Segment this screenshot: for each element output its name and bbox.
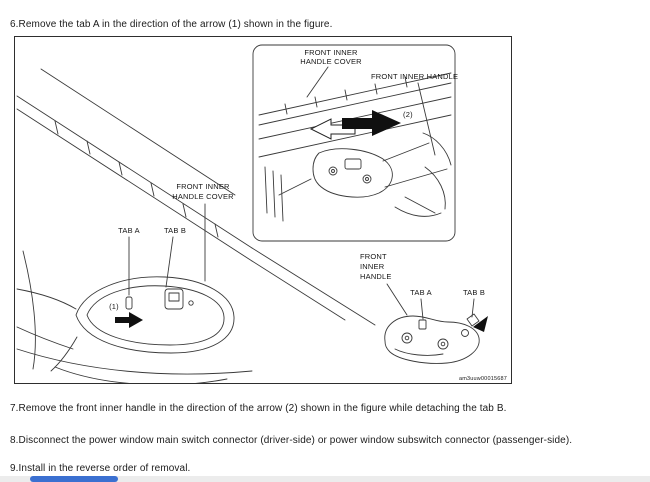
detail-tab-b-label: TAB B <box>462 288 486 297</box>
figure-diagram <box>15 37 511 383</box>
tab-a-slot <box>126 297 132 309</box>
main-tab-b-label: TAB B <box>163 226 187 235</box>
tab-b-latch <box>165 289 193 309</box>
figure-watermark: am3uuw00015687 <box>458 376 507 382</box>
inset-cover-label-line1: FRONT INNER <box>304 48 358 57</box>
step-9-text: 9.Install in the reverse order of removal. <box>10 463 191 474</box>
detail-tab-a-label: TAB A <box>410 288 432 297</box>
inset-cover-label-line2: HANDLE COVER <box>300 57 362 66</box>
arrow-2-label: (2) <box>403 110 413 119</box>
step-7-text: 7.Remove the front inner handle in the direction of the arrow (2) shown in the figure while detaching the tab B. <box>10 403 507 414</box>
scrollbar-thumb[interactable] <box>30 476 118 482</box>
detail-handle-label-line3: HANDLE <box>360 272 392 281</box>
main-cover-label-line2: HANDLE COVER <box>172 192 234 201</box>
inset-handle-label: FRONT INNER HANDLE <box>371 72 459 81</box>
detail-handle-label-line2: INNER <box>360 262 385 271</box>
arrow-1-label: (1) <box>109 302 119 311</box>
main-cover-label-line1: FRONT INNER <box>176 182 230 191</box>
door-panel-artwork <box>17 69 375 383</box>
figure-box <box>14 36 512 384</box>
detail-handle-label-line1: FRONT <box>360 252 387 261</box>
main-tab-a-label: TAB A <box>118 226 140 235</box>
horizontal-scrollbar[interactable] <box>0 476 650 482</box>
step-8-text: 8.Disconnect the power window main switch connector (driver-side) or power window subswitch connector (passenger-side). <box>10 435 573 446</box>
step-6-text: 6.Remove the tab A in the direction of the arrow (1) shown in the figure. <box>10 19 333 30</box>
handle-detail-artwork <box>385 314 479 363</box>
arrow-1-direction <box>115 312 143 328</box>
handle-cover-bezel <box>76 277 234 353</box>
